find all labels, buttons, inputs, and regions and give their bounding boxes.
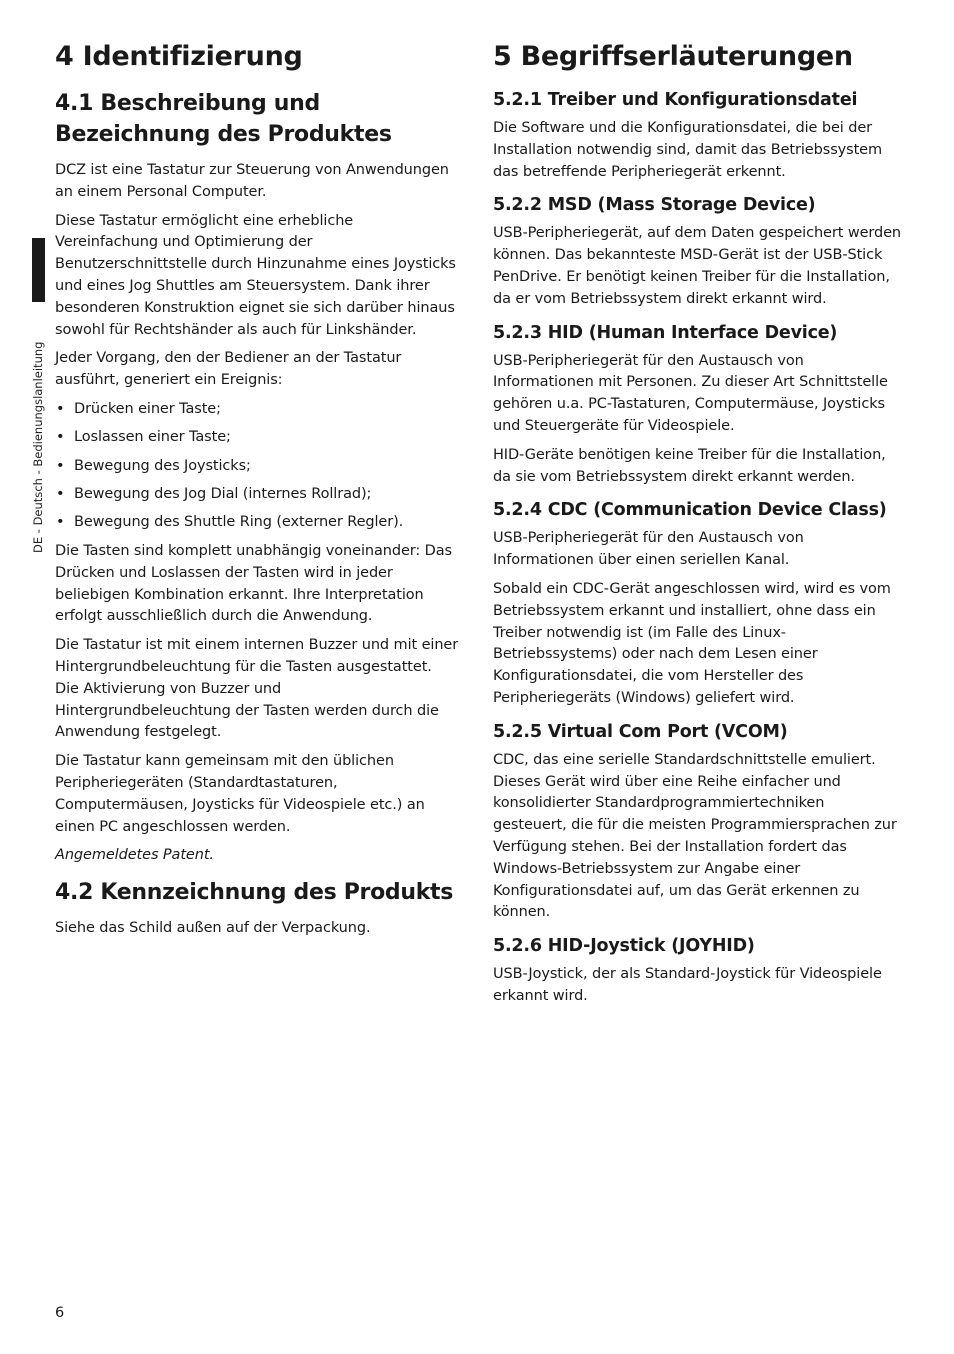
sidebar-marker <box>32 238 45 302</box>
section-5-2-4-title: 5.2.4 CDC (Communication Device Class) <box>493 500 887 521</box>
paragraph: Die Tasten sind komplett unabhängig voneinander: Das Drücken und Loslassen der Tasten wird in jeder beliebigen Kombination erkannt. Ihre Interpretation erfolgt ausschließlich durch die Anwendung. <box>55 542 452 625</box>
paragraph: USB-Peripheriegerät für den Austausch von Informationen über einen seriellen Kanal. <box>493 530 804 569</box>
right-column <box>493 40 901 1015</box>
section-4-1-title-line2: Bezeichnung des Produktes <box>55 122 392 147</box>
paragraph: Sobald ein CDC-Gerät angeschlossen wird, wird es vom Betriebssystem erkannt und installiert, ohne dass ein Treiber notwendig ist (im Falle des Linux-Betriebssystems) oder nach dem Lesen einer Konfigurationsdatei, die vom Hersteller des Peripheriegeräts (Windows) geliefert wird. <box>493 580 891 706</box>
section-5-2-1-title: 5.2.1 Treiber und Konfigurationsdatei <box>493 90 858 110</box>
section-4-1-title-line1: 4.1 Beschreibung und <box>55 91 320 116</box>
list-item: • Drücken einer Taste; <box>55 399 460 421</box>
section-5-2-3-title: 5.2.3 HID (Human Interface Device) <box>493 322 838 343</box>
section-5-2-2-title: 5.2.2 MSD (Mass Storage Device) <box>493 195 816 216</box>
section-4-1-title <box>55 88 460 150</box>
page-number: 6 <box>55 1305 65 1321</box>
patent-note: Angemeldetes Patent. <box>55 847 214 864</box>
paragraph: Jeder Vorgang, den der Bediener an der Tastatur ausführt, generiert ein Ereignis: <box>55 350 402 389</box>
bullet-icon: • <box>56 514 65 531</box>
paragraph: Die Tastatur kann gemeinsam mit den üblichen Peripheriegeräten (Standardtastaturen, Computermäusen, Joysticks für Videospiele etc.) an einen PC angeschlossen werden. <box>55 753 425 835</box>
paragraph: Die Software und die Konfigurationsdatei, die bei der Installation notwendig sind, damit das Betriebssystem das betreffende Peripheriegerät erkennt. <box>493 120 883 180</box>
sidebar-language-label: DE - Deutsch - Bedienungslanleitung <box>31 341 45 553</box>
list-item: • Loslassen einer Taste; <box>55 427 460 449</box>
section-4-2-title: 4.2 Kennzeichnung des Produkts <box>55 880 454 906</box>
bullet-icon: • <box>56 457 65 474</box>
paragraph: USB-Joystick, der als Standard-Joystick für Videospiele erkannt wird. <box>493 966 882 1004</box>
list-item: • Bewegung des Jog Dial (internes Rollrad); <box>55 484 460 506</box>
bullet-icon: • <box>56 429 65 446</box>
chapter-4-title: 4 Identifizierung <box>55 41 303 72</box>
paragraph: Diese Tastatur ermöglicht eine erhebliche Vereinfachung und Optimierung der Benutzerschnittstelle durch Hinzunahme eines Joysticks und eines Jog Shuttles am Steuersystem. Dank ihrer besonderen Konstruktion eignet sie sich darüber hinaus sowohl für Rechtshänder als auch für Linkshänder. <box>55 212 456 338</box>
paragraph: Die Tastatur ist mit einem internen Buzzer und mit einer Hintergrundbeleuchtung für die Tasten ausgestattet. Die Aktivierung von Buzzer und Hintergrundbeleuchtung der Tasten werden durch die Anwendung festgelegt. <box>55 637 459 741</box>
left-column <box>55 40 460 947</box>
bullet-icon: • <box>56 485 65 502</box>
paragraph: DCZ ist eine Tastatur zur Steuerung von Anwendungen an einem Personal Computer. <box>55 162 449 200</box>
bullet-icon: • <box>56 400 65 417</box>
paragraph: USB-Peripheriegerät, auf dem Daten gespeichert werden können. Das bekannteste MSD-Gerät ist der USB-Stick PenDrive. Er benötigt keinen Treiber für die Installation, da er vom Betriebssystem direkt erkannt wird. <box>493 225 902 307</box>
paragraph: Siehe das Schild außen auf der Verpackung. <box>55 920 371 937</box>
chapter-5-title: 5 Begriffserläuterungen <box>493 41 853 72</box>
event-list <box>55 399 460 534</box>
section-5-2-6-title: 5.2.6 HID-Joystick (JOYHID) <box>493 936 755 957</box>
list-item: • Bewegung des Joysticks; <box>55 456 460 478</box>
paragraph: CDC, das eine serielle Standardschnittstelle emuliert. Dieses Gerät wird über eine Reihe einfacher und konsolidierter Standardprogrammiertechniken gesteuert, die für die meisten Programmiersprachen zur Verfügung stehen. Bei der Installation fordert das Windows-Betriebssystem zur Angabe einer Konfigurationsdatei auf, um das Gerät erkennen zu können. <box>493 751 897 921</box>
paragraph: USB-Peripheriegerät für den Austausch von Informationen mit Personen. Zu dieser Art Schnittstelle gehören u.a. PC-Tastaturen, Computermäuse, Joysticks und Steuergeräte für Videospiele. <box>493 352 888 434</box>
section-5-2-5-title: 5.2.5 Virtual Com Port (VCOM) <box>493 721 788 742</box>
list-item: • Bewegung des Shuttle Ring (externer Regler). <box>55 512 460 534</box>
paragraph: HID-Geräte benötigen keine Treiber für die Installation, da sie vom Betriebssystem direkt erkannt werden. <box>493 446 886 485</box>
